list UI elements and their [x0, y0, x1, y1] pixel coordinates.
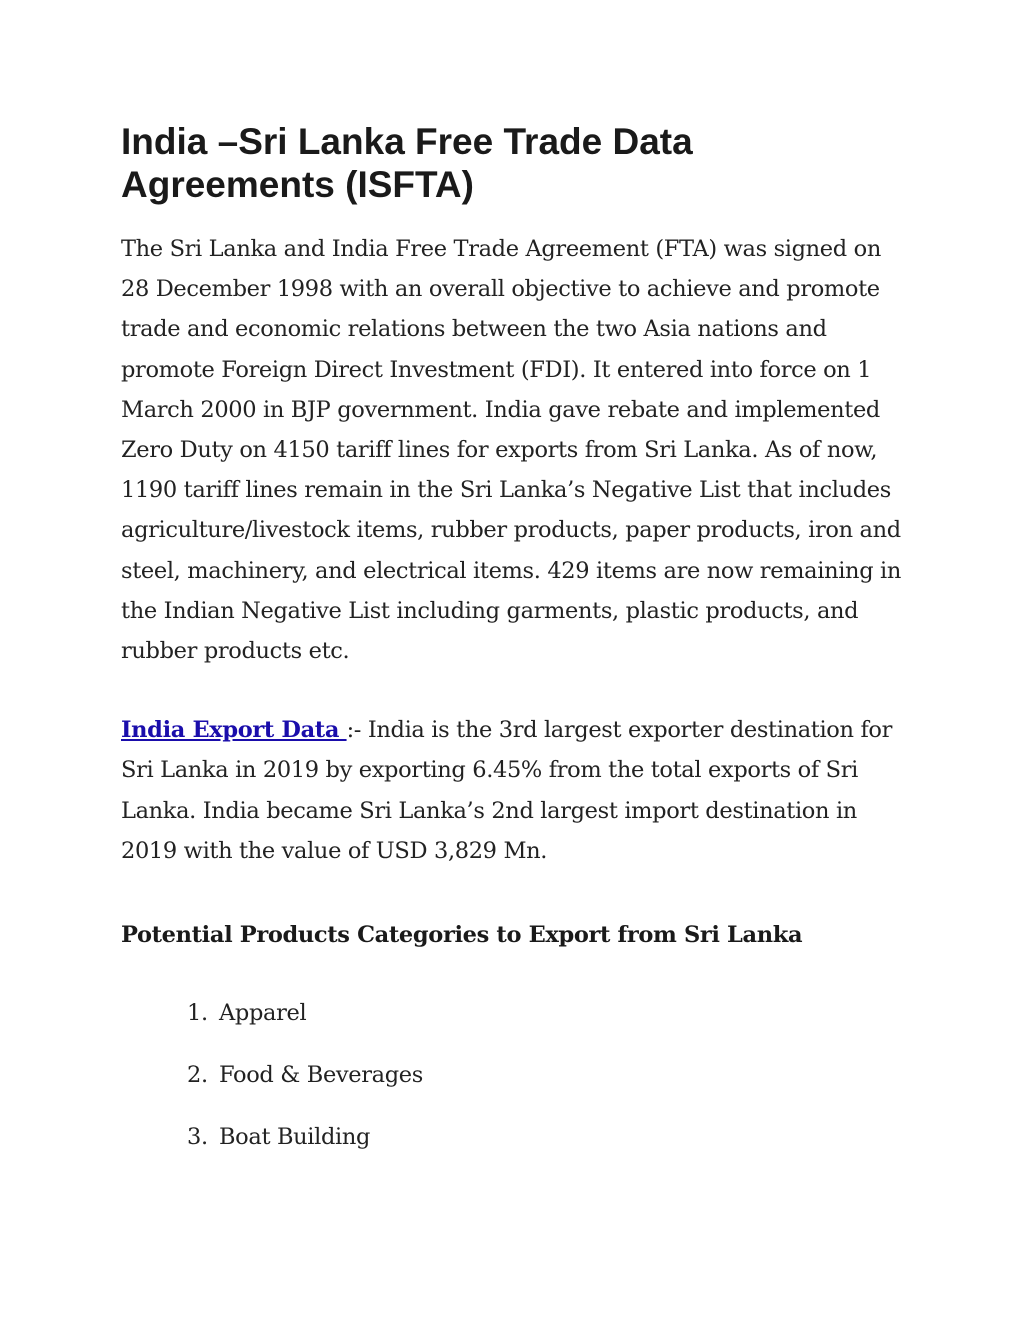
products-heading: Potential Products Categories to Export from Sri Lanka — [121, 922, 803, 949]
list-item-label: Apparel — [219, 1000, 307, 1027]
document-page — [121, 120, 911, 1183]
intro-paragraph: The Sri Lanka and India Free Trade Agreement (FTA) was signed on 28 December 1998 with an overall objective to achieve and promote trade and economic relations between the two Asia nations and promote Foreign Direct Investment (FDI). It entered into force on 1 March 2000 in BJP government. India gave rebate and implemented Zero Duty on 4150 tariff lines for exports from Sri Lanka. As of now, 1190 tariff lines remain in the Sri Lanka’s Negative List that includes agriculture/livestock items, rubber products, paper products, iron and steel, machinery, and electrical items. 429 items are now remaining in the Indian Negative List including garments, plastic products, and rubber products etc. — [121, 236, 902, 665]
list-item — [121, 997, 911, 1029]
india-export-data-link[interactable]: India Export Data — [121, 717, 347, 744]
list-item-number: 3. — [187, 1124, 208, 1151]
export-paragraph — [121, 710, 911, 871]
list-item-label: Food & Beverages — [219, 1062, 423, 1089]
list-item — [121, 1059, 911, 1091]
list-item-number: 1. — [187, 1000, 208, 1027]
list-item-number: 2. — [187, 1062, 208, 1089]
products-list — [121, 997, 911, 1153]
page-title: India –Sri Lanka Free Trade Data Agreements (ISFTA) — [121, 121, 693, 205]
list-item-label: Boat Building — [219, 1124, 371, 1151]
export-paragraph-text: :- India is the 3rd largest exporter destination for Sri Lanka in 2019 by exporting 6.45% from the total exports of Sri Lanka. India became Sri Lanka’s 2nd largest import destination in 2019 with the value of USD 3,829 Mn. — [121, 717, 893, 864]
list-item — [121, 1121, 911, 1153]
